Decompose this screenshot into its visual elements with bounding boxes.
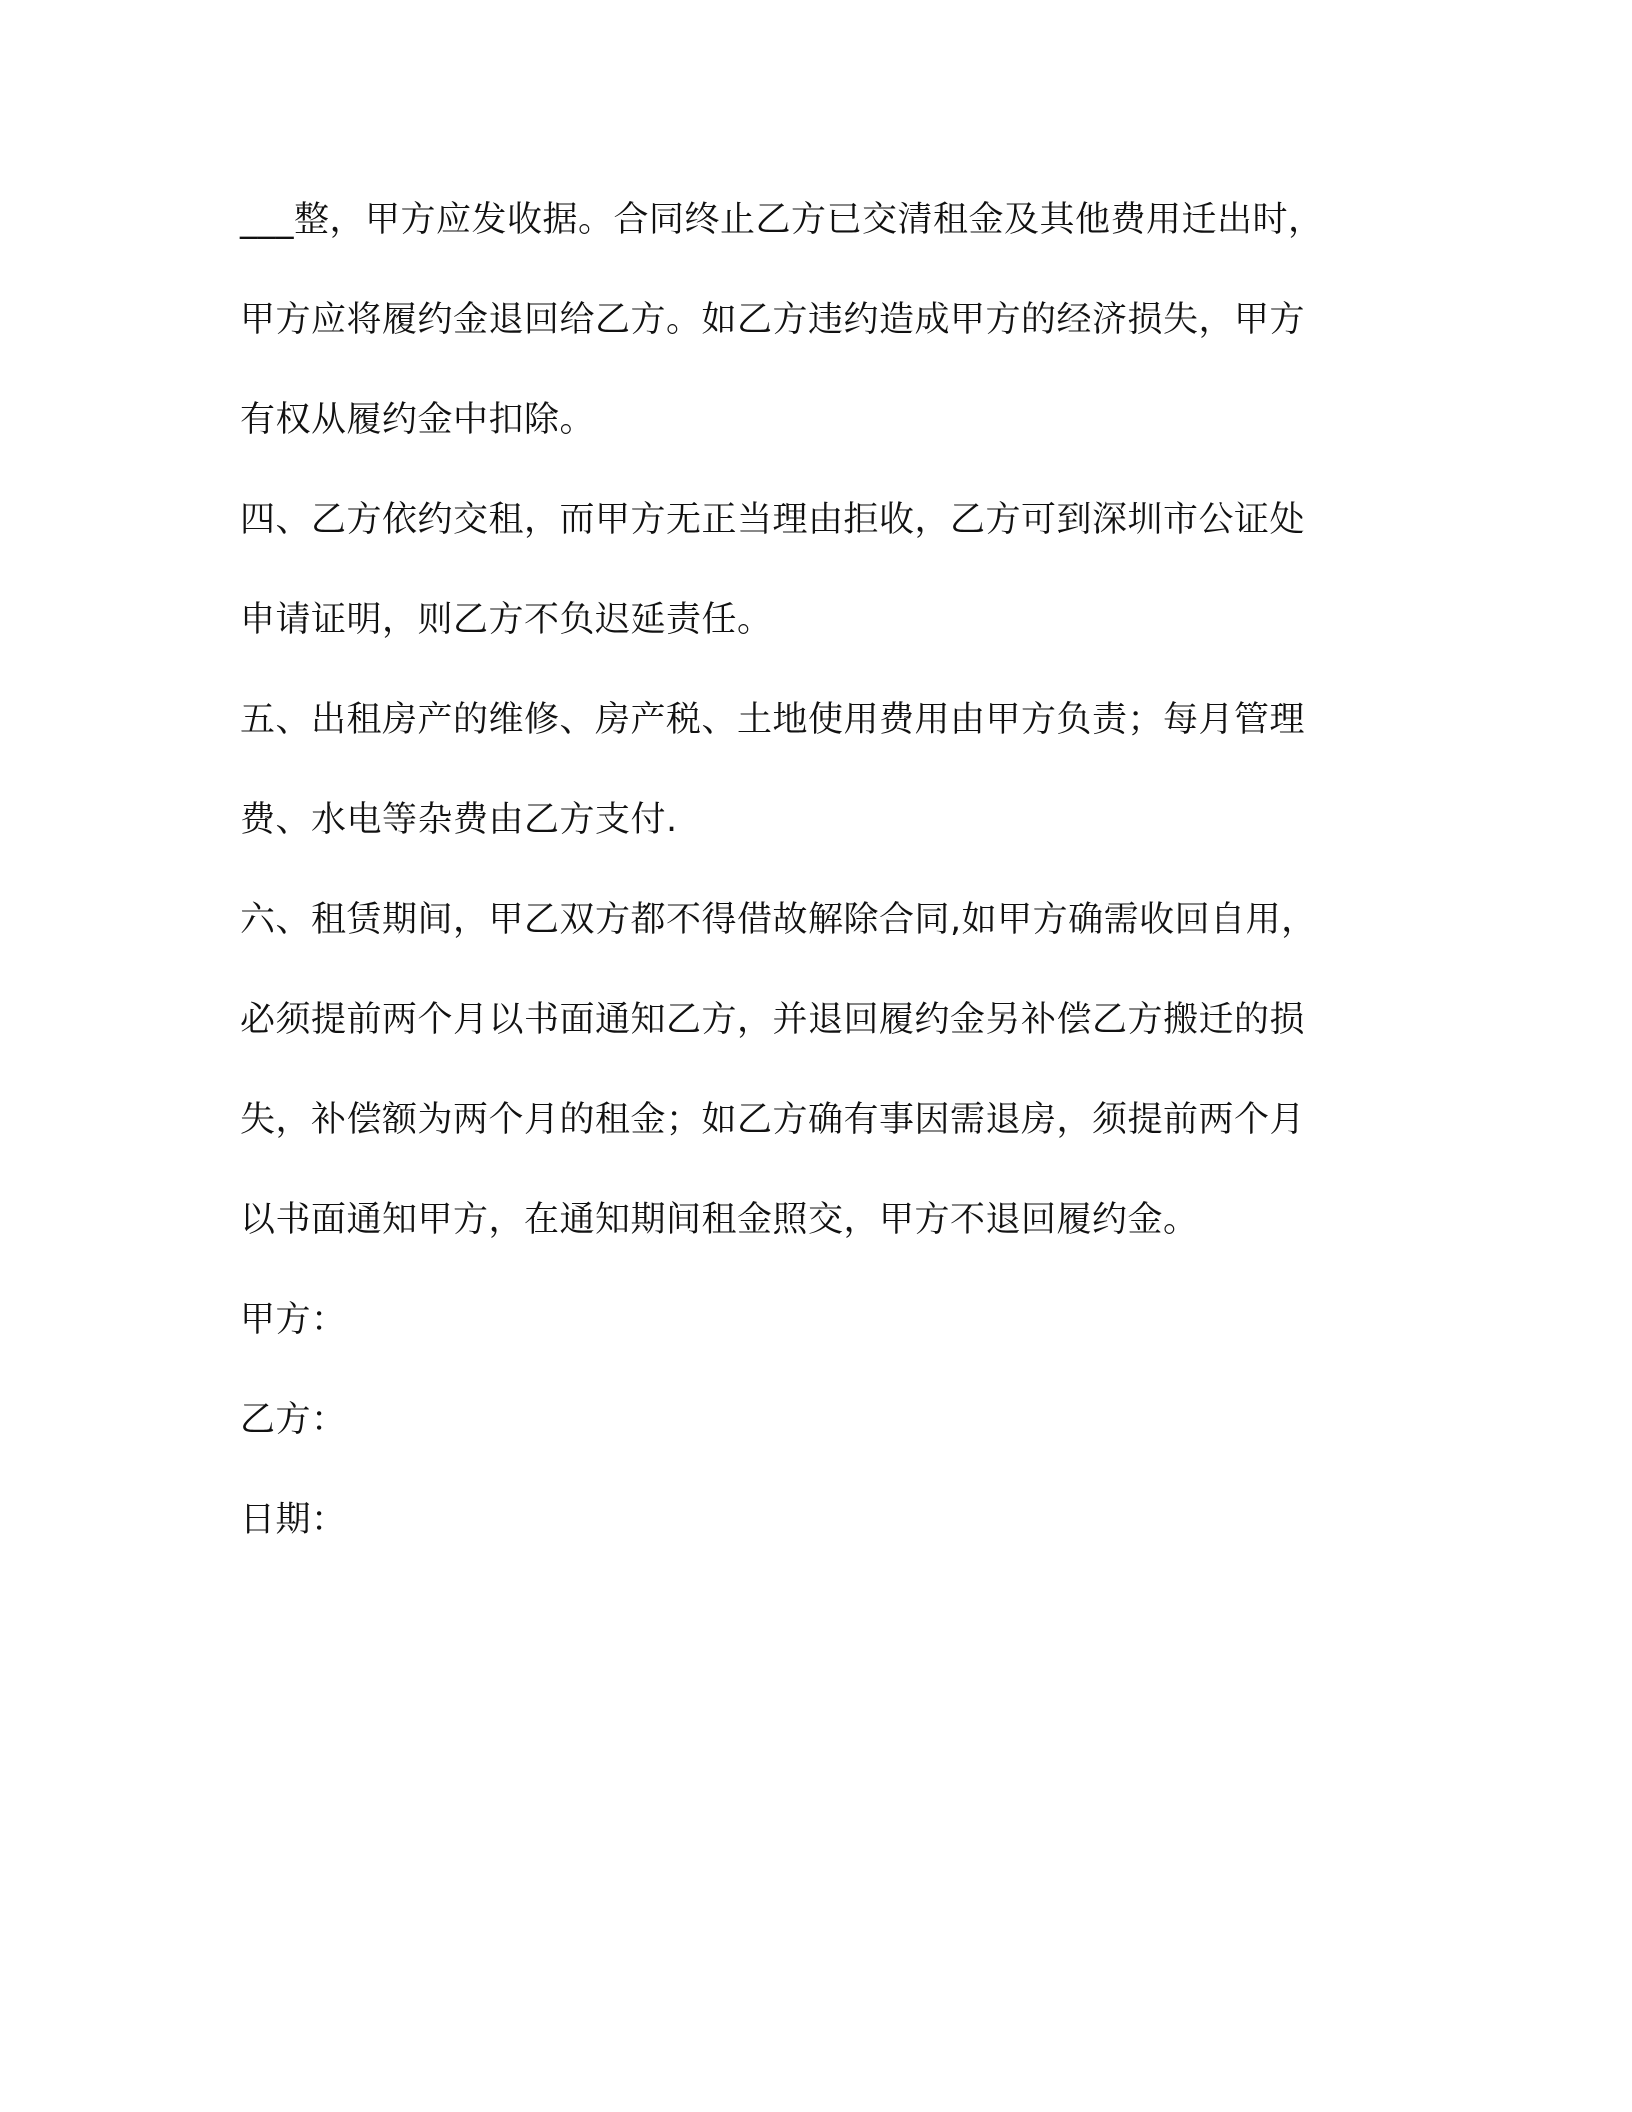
party-a-label: 甲方：	[240, 1300, 347, 1340]
date-label: 日期：	[240, 1500, 347, 1540]
clause-five-line: 五、出租房产的维修、房产税、土地使用费用由甲方负责；每月管理	[240, 700, 1306, 740]
text-line: 以书面通知甲方，在通知期间租金照交，甲方不退回履约金。	[240, 1200, 1199, 1240]
party-b-label: 乙方：	[240, 1400, 347, 1440]
clause-four-line: 四、乙方依约交租，而甲方无正当理由拒收，乙方可到深圳市公证处	[240, 500, 1306, 540]
text-line: 甲方应将履约金退回给乙方。如乙方违约造成甲方的经济损失，甲方	[240, 300, 1306, 340]
text-line: ___整，甲方应发收据。合同终止乙方已交清租金及其他费用迁出时，	[240, 200, 1324, 240]
text-line: 必须提前两个月以书面通知乙方，并退回履约金另补偿乙方搬迁的损	[240, 1000, 1306, 1040]
text-line: 失，补偿额为两个月的租金；如乙方确有事因需退房，须提前两个月	[240, 1100, 1306, 1140]
text-line: 有权从履约金中扣除。	[240, 400, 596, 440]
text-line: 申请证明，则乙方不负迟延责任。	[240, 600, 773, 640]
clause-six-line: 六、租赁期间，甲乙双方都不得借故解除合同,如甲方确需收回自用，	[240, 900, 1317, 940]
text-line: 费、水电等杂费由乙方支付.	[240, 800, 678, 840]
